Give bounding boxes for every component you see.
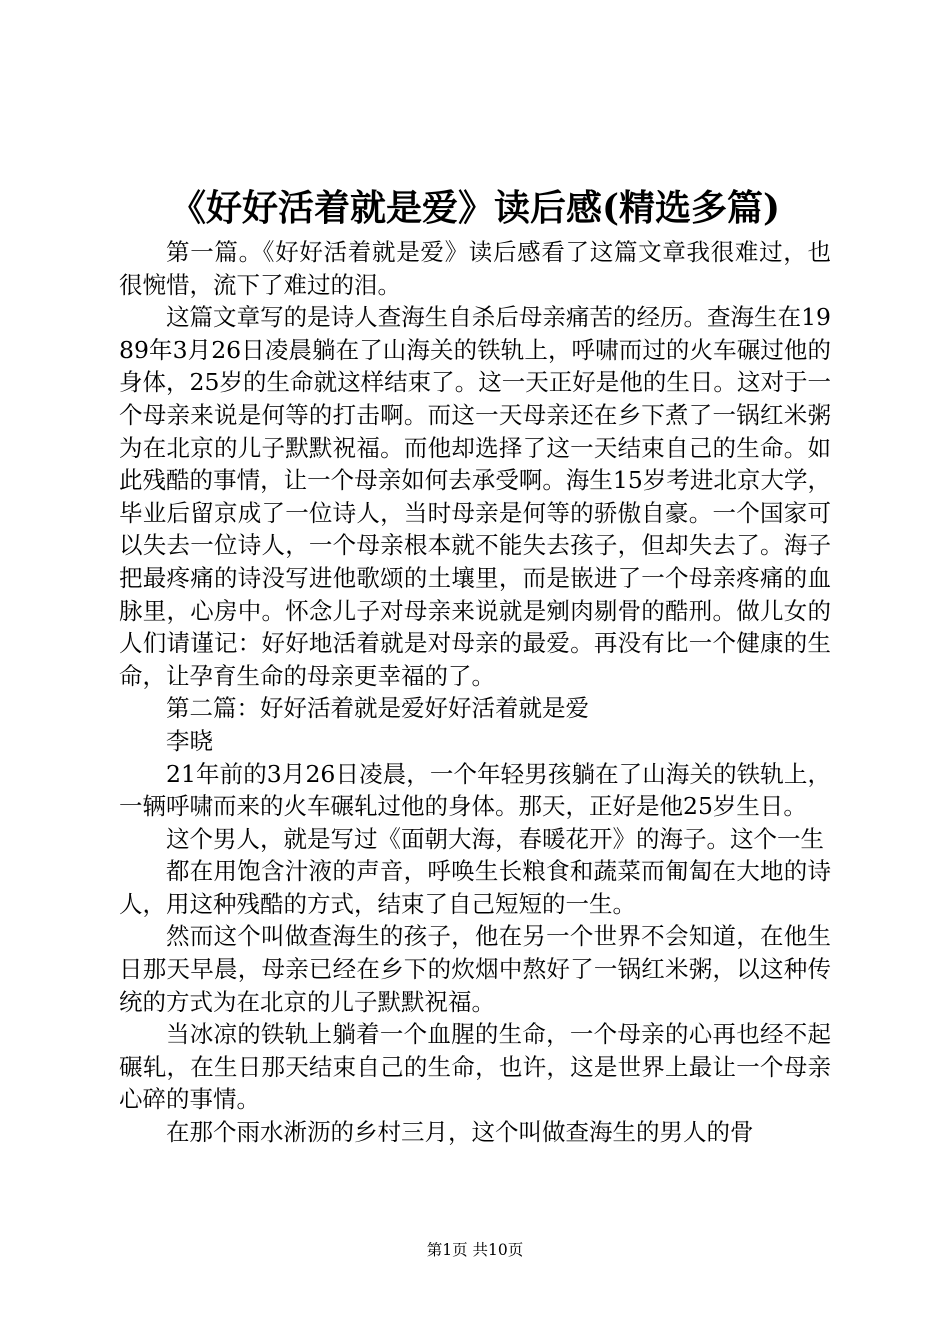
paragraph-3: 21年前的3月26日凌晨，一个年轻男孩躺在了山海关的铁轨上，一辆呼啸而来的火车碾轧过他的身体。那天，正好是他25岁生日。 xyxy=(119,759,831,821)
document-body xyxy=(119,236,831,1149)
paragraph-2: 这篇文章写的是诗人查海生自杀后母亲痛苦的经历。查海生在1989年3月26日凌晨躺在了山海关的铁轨上，呼啸而过的火车碾过他的身体，25岁的生命就这样结束了。这一天正好是他的生日。这对于一个母亲来说是何等的打击啊。而这一天母亲还在乡下煮了一锅红米粥为在北京的儿子默默祝福。而他却选择了这一天结束自己的生命。如此残酷的事情，让一个母亲如何去承受啊。海生15岁考进北京大学，毕业后留京成了一位诗人，当时母亲是何等的骄傲自豪。一个国家可以失去一位诗人，一个母亲根本就不能失去孩子，但却失去了。海子把最疼痛的诗没写进他歌颂的土壤里，而是嵌进了一个母亲疼痛的血脉里，心房中。怀念儿子对母亲来说就是剜肉剔骨的酷刑。做儿女的人们请谨记：好好地活着就是对母亲的最爱。再没有比一个健康的生命，让孕育生命的母亲更幸福的了。 xyxy=(119,303,831,690)
paragraph-8: 在那个雨水淅沥的乡村三月，这个叫做查海生的男人的骨 xyxy=(166,1118,754,1147)
paragraph-5: 都在用饱含汁液的声音，呼唤生长粮食和蔬菜而匍匐在大地的诗人，用这种残酷的方式，结束了自己短短的一生。 xyxy=(119,857,831,918)
paragraph-4: 这个男人，就是写过《面朝大海，春暖花开》的海子。这个一生 xyxy=(166,824,824,853)
paragraph-1: 第一篇。《好好活着就是爱》读后感看了这篇文章我很难过，也很惋惜，流下了难过的泪。 xyxy=(119,238,831,299)
document-title: 《好好活着就是爱》读后感(精选多篇) xyxy=(169,187,781,229)
page-footer: 第1页 共10页 xyxy=(426,1241,524,1259)
paragraph-6: 然而这个叫做查海生的孩子，他在另一个世界不会知道，在他生日那天早晨，母亲已经在乡下的炊烟中熬好了一锅红米粥，以这种传统的方式为在北京的儿子默默祝福。 xyxy=(119,922,831,1016)
paragraph-7: 当冰凉的铁轨上躺着一个血腥的生命，一个母亲的心再也经不起碾轧，在生日那天结束自己的生命，也许，这是世界上最让一个母亲心碎的事情。 xyxy=(119,1020,831,1114)
section-heading: 第二篇：好好活着就是爱好好活着就是爱 xyxy=(166,694,589,723)
author-name: 李晓 xyxy=(166,726,213,755)
